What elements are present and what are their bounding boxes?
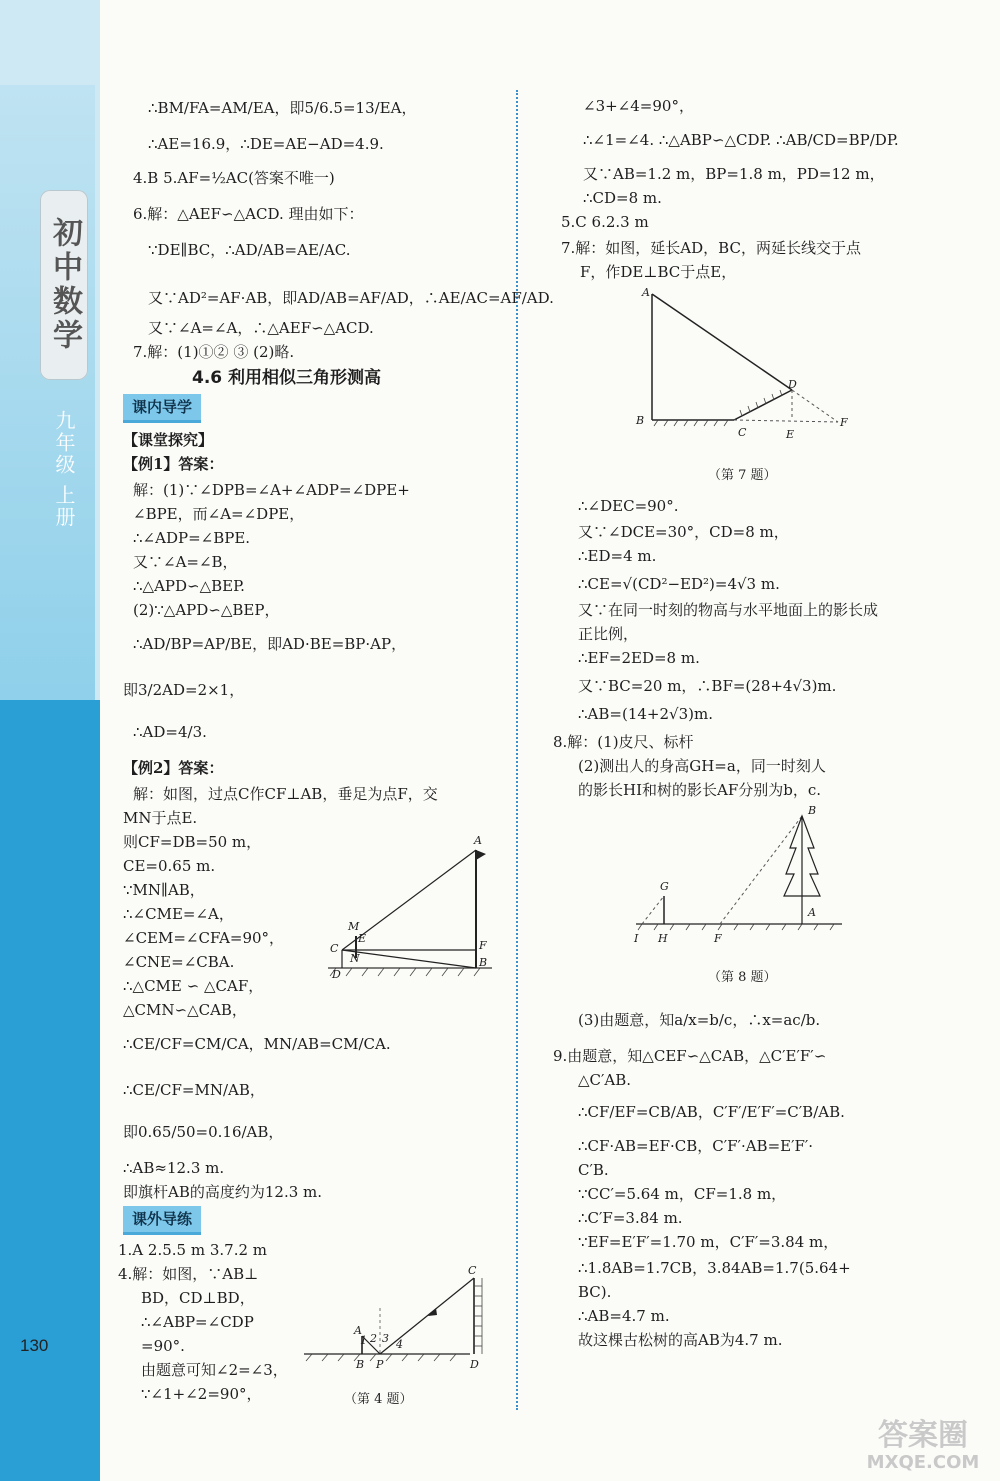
svg-text:P: P <box>376 1358 384 1371</box>
figure-q7 <box>634 284 854 444</box>
text-line: ∴CE/CF=MN/AB， <box>123 1081 265 1099</box>
sidebar <box>0 0 100 1481</box>
svg-text:B: B <box>636 414 645 427</box>
page-number: 130 <box>20 1336 49 1355</box>
text-line: ∵DE∥BC，∴AD/AB=AE/AC. <box>148 241 351 259</box>
svg-text:3: 3 <box>382 1332 389 1345</box>
text-line: 又∵∠A=∠B， <box>133 553 238 571</box>
svg-text:4: 4 <box>396 1338 403 1351</box>
text-line: 即0.65/50=0.16/AB， <box>123 1123 284 1141</box>
svg-text:D: D <box>332 968 341 981</box>
svg-text:M: M <box>348 920 360 933</box>
text-line: ∴∠DEC=90°. <box>578 497 679 515</box>
text-line: ∴1.8AB=1.7CB，3.84AB=1.7(5.64+ <box>578 1259 851 1277</box>
svg-text:C: C <box>330 942 339 955</box>
text-line: C′B. <box>578 1161 609 1179</box>
text-line: ∴∠ABP=∠CDP <box>141 1313 254 1331</box>
text-line: 正比例， <box>578 625 639 643</box>
text-line: 4.B 5.AF=½AC(答案不唯一) <box>133 169 335 187</box>
text-line: ∠CEM=∠CFA=90°， <box>123 929 285 947</box>
text-line: 解：如图，过点C作CF⊥AB，垂足为点F，交 <box>133 785 438 803</box>
text-line: ∴CF·AB=EF·CB，C′F′·AB=E′F′· <box>578 1137 814 1155</box>
text-line: 又∵AB=1.2 m，BP=1.8 m，PD=12 m， <box>583 165 885 183</box>
svg-text:B: B <box>356 1358 365 1371</box>
text-line: ∴CE/CF=CM/CA，MN/AB=CM/CA. <box>123 1035 391 1053</box>
text-line: ∴AD=4/3. <box>133 723 207 741</box>
text-line: 则CF=DB=50 m， <box>123 833 262 851</box>
watermark: 答案圈 MXQE.COM <box>866 1418 980 1473</box>
svg-text:A: A <box>642 286 650 299</box>
svg-text:B: B <box>808 804 817 817</box>
subheading: 【例2】答案： <box>123 759 224 777</box>
text-line: 由题意可知∠2=∠3， <box>141 1361 288 1379</box>
figure-caption: （第 4 题） <box>344 1392 413 1407</box>
svg-text:A: A <box>808 906 816 919</box>
text-line: 即3/2AD=2×1， <box>123 681 245 699</box>
text-line: (2)∵△APD∽△BEP， <box>133 601 280 619</box>
text-line: ∴△CME ∽ △CAF， <box>123 977 264 995</box>
text-line: ∴CE=√(CD²−ED²)=4√3 m. <box>578 575 780 593</box>
svg-text:E: E <box>358 932 367 945</box>
svg-text:B: B <box>479 956 488 969</box>
text-line: =90°. <box>141 1337 185 1355</box>
svg-text:H: H <box>658 932 668 945</box>
text-line: ∴∠1=∠4. ∴△ABP∽△CDP. ∴AB/CD=BP/DP. <box>583 131 899 149</box>
text-line: ∴CF/EF=CB/AB，C′F′/E′F′=C′B/AB. <box>578 1103 845 1121</box>
text-line: △CMN∽△CAB， <box>123 1001 247 1019</box>
text-line: ∵∠1+∠2=90°， <box>141 1385 262 1403</box>
text-line: ∴AE=16.9，∴DE=AE−AD=4.9. <box>148 135 384 153</box>
svg-text:N: N <box>350 952 360 965</box>
text-line: F，作DE⊥BC于点E， <box>580 263 737 281</box>
svg-text:I: I <box>634 932 639 945</box>
figure-caption: （第 7 题） <box>708 468 777 483</box>
svg-text:A: A <box>474 834 482 847</box>
svg-text:G: G <box>660 880 669 893</box>
svg-text:C: C <box>738 426 747 439</box>
text-line: 8.解：(1)皮尺、标杆 <box>553 733 694 751</box>
text-line: △C′AB. <box>578 1071 632 1089</box>
svg-text:1: 1 <box>360 1334 367 1347</box>
figure-flagpole <box>326 832 496 982</box>
text-line: 又∵在同一时刻的物高与水平地面上的影长成 <box>578 601 879 619</box>
text-line: ∴∠CME=∠A， <box>123 905 234 923</box>
text-line: ∴AB=4.7 m. <box>578 1307 670 1325</box>
text-line: ∴AD/BP=AP/BE，即AD·BE=BP·AP， <box>133 635 407 653</box>
text-line: 解：(1)∵∠DPB=∠A+∠ADP=∠DPE+ <box>133 481 410 499</box>
text-line: 即旗杆AB的高度约为12.3 m. <box>123 1183 323 1201</box>
svg-text:A: A <box>354 1324 362 1337</box>
text-line: 7.解：如图，延长AD，BC，两延长线交于点 <box>561 239 861 257</box>
figure-caption: （第 8 题） <box>708 970 777 985</box>
text-line: (3)由题意，知a/x=b/c，∴x=ac/b. <box>578 1011 821 1029</box>
grade-label: 九年级 上册 <box>52 410 76 529</box>
text-line: 故这棵古松树的高AB为4.7 m. <box>578 1331 783 1349</box>
text-line: ∴∠ADP=∠BPE. <box>133 529 251 547</box>
text-line: ∴AB=(14+2√3)m. <box>578 705 713 723</box>
text-line: BD，CD⊥BD， <box>141 1289 255 1307</box>
text-line: ∴BM/FA=AM/EA，即5/6.5=13/EA， <box>148 99 417 117</box>
text-line: 又∵∠A=∠A，∴△AEF∽△ACD. <box>148 319 374 337</box>
text-line: 5.C 6.2.3 m <box>561 213 649 231</box>
text-line: 又∵∠DCE=30°，CD=8 m， <box>578 523 789 541</box>
figure-q8 <box>628 800 848 950</box>
text-line: 7.解：(1)①② ③ (2)略. <box>133 343 295 361</box>
section-title: 4.6 利用相似三角形测高 <box>192 368 382 388</box>
text-line: MN于点E. <box>123 809 198 827</box>
text-line: ∠CNE=∠CBA. <box>123 953 235 971</box>
text-line: (2)测出人的身高GH=a，同一时刻人 <box>578 757 826 775</box>
svg-text:D: D <box>788 378 797 391</box>
text-line: BC). <box>578 1283 612 1301</box>
text-line: ∴C′F=3.84 m. <box>578 1209 683 1227</box>
text-line: ∴AB≈12.3 m. <box>123 1159 225 1177</box>
svg-text:F: F <box>840 416 848 429</box>
subheading: 【课堂探究】 <box>123 431 214 449</box>
text-line: 1.A 2.5.5 m 3.7.2 m <box>118 1241 267 1259</box>
svg-text:D: D <box>470 1358 479 1371</box>
text-line: ∵EF=E′F′=1.70 m，C′F′=3.84 m， <box>578 1233 839 1251</box>
svg-text:E: E <box>786 428 795 441</box>
text-line: 又∵AD²=AF·AB，即AD/AB=AF/AD，∴AE/AC=AF/AD. <box>148 289 554 307</box>
section-tag: 课外导练 <box>123 1206 201 1235</box>
svg-text:F: F <box>479 939 487 952</box>
text-line: ∠3+∠4=90°， <box>583 97 694 115</box>
svg-text:C: C <box>468 1264 477 1277</box>
text-line: ∴CD=8 m. <box>583 189 662 207</box>
text-line: ∴ED=4 m. <box>578 547 657 565</box>
text-line: CE=0.65 m. <box>123 857 216 875</box>
text-line: ∴EF=2ED=8 m. <box>578 649 700 667</box>
text-line: ∵MN∥AB， <box>123 881 205 899</box>
text-line: 的影长HI和树的影长AF分别为b，c. <box>578 781 822 799</box>
subheading: 【例1】答案： <box>123 455 224 473</box>
svg-text:2: 2 <box>370 1332 377 1345</box>
text-line: 又∵BC=20 m，∴BF=(28+4√3)m. <box>578 677 837 695</box>
section-tag: 课内导学 <box>123 394 201 423</box>
svg-text:F: F <box>714 932 722 945</box>
text-line: ∵CC′=5.64 m，CF=1.8 m， <box>578 1185 787 1203</box>
text-line: 9.由题意，知△CEF∽△CAB，△C′E′F′∽ <box>553 1047 827 1065</box>
text-line: ∴△APD∽△BEP. <box>133 577 245 595</box>
text-line: ∠BPE，而∠A=∠DPE， <box>133 505 305 523</box>
text-line: 4.解：如图，∵AB⊥ <box>118 1265 259 1283</box>
book-title: 初中数学 <box>40 190 88 380</box>
text-line: 6.解：△AEF∽△ACD. 理由如下： <box>133 205 364 223</box>
figure-mirror <box>300 1264 496 1376</box>
